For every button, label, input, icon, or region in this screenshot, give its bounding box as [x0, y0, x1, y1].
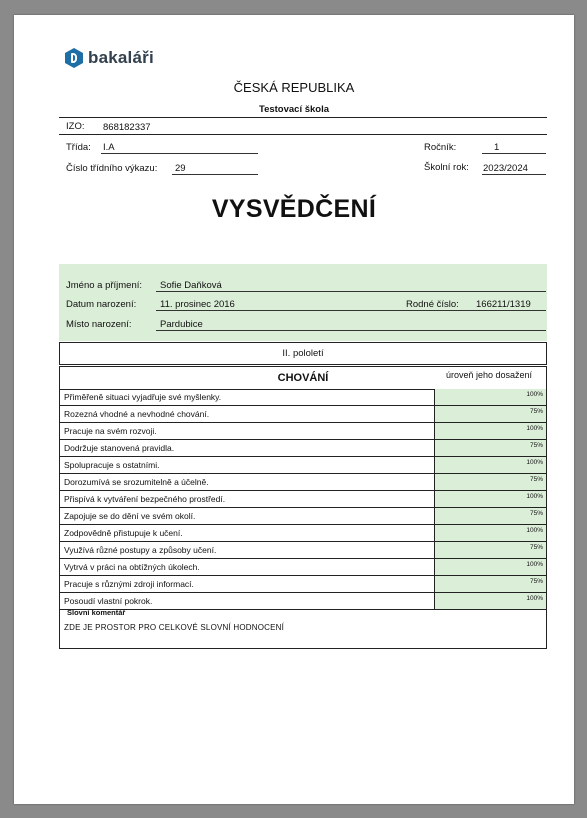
brand-name: bakaláři [88, 48, 154, 67]
izo-label: IZO: [66, 121, 85, 132]
year-value: 2023/2024 [483, 163, 528, 174]
behavior-item: Přiměřeně situaci vyjadřuje své myšlenky. [64, 392, 222, 402]
name-value: Sofie Daňková [160, 280, 222, 291]
behavior-item: Pracuje s různými zdroji informací. [64, 579, 194, 589]
behavior-level: 75% [434, 576, 546, 592]
behavior-level: 75% [434, 440, 546, 456]
register-underline [172, 174, 258, 175]
year-underline [482, 174, 546, 175]
grade-value: 1 [494, 142, 500, 153]
certificate-page [14, 15, 574, 804]
behavior-item: Pracuje na svém rozvoji. [64, 426, 157, 436]
divider [59, 117, 547, 118]
behavior-header [60, 367, 546, 390]
behavior-level: 75% [434, 542, 546, 558]
place-label: Místo narození: [66, 319, 132, 330]
birth-underline [156, 310, 546, 311]
table-row [60, 474, 546, 491]
behavior-level: 100% [434, 491, 546, 507]
table-row [60, 593, 546, 610]
behavior-table [59, 366, 547, 649]
table-row [60, 491, 546, 508]
behavior-level: 100% [434, 525, 546, 541]
table-row [60, 440, 546, 457]
register-label: Číslo třídního výkazu: [66, 163, 158, 174]
behavior-level: 100% [434, 593, 546, 609]
grade-label: Ročník: [424, 142, 457, 153]
student-info-panel [59, 264, 547, 341]
behavior-level: 100% [434, 457, 546, 473]
birth-label: Datum narození: [66, 299, 137, 310]
behavior-item: Dorozumívá se srozumitelně a účelně. [64, 477, 209, 487]
behavior-item: Spolupracuje s ostatními. [64, 460, 160, 470]
behavior-level: 100% [434, 389, 546, 405]
table-row [60, 525, 546, 542]
behavior-item: Posoudí vlastní pokrok. [64, 596, 153, 606]
table-row [60, 457, 546, 474]
behavior-item: Využívá různé postupy a způsoby učení. [64, 545, 217, 555]
table-row [60, 389, 546, 406]
behavior-item: Přispívá k vytváření bezpečného prostředí. [64, 494, 226, 504]
behavior-item: Vytrvá v práci na obtížných úkolech. [64, 562, 200, 572]
behavior-item: Rozezná vhodné a nevhodné chování. [64, 409, 210, 419]
place-underline [156, 330, 546, 331]
semester-box: II. pololetí [59, 342, 547, 365]
country-heading: ČESKÁ REPUBLIKA [233, 80, 355, 95]
behavior-item: Zodpovědně přistupuje k učení. [64, 528, 183, 538]
behavior-level: 100% [434, 559, 546, 575]
izo-value: 868182337 [103, 122, 151, 133]
table-row [60, 559, 546, 576]
school-name: Testovací škola [258, 104, 330, 115]
level-column-header: úroveň jeho dosažení [445, 370, 533, 380]
birth-value: 11. prosinec 2016 [160, 299, 235, 310]
year-label: Školní rok: [424, 162, 469, 173]
behavior-level: 75% [434, 508, 546, 524]
behavior-item: Zapojuje se do dění ve svém okolí. [64, 511, 196, 521]
place-value: Pardubice [160, 319, 203, 330]
brand-logo [65, 48, 154, 68]
behavior-level: 100% [434, 423, 546, 439]
register-value: 29 [175, 163, 186, 174]
class-value: I.A [103, 142, 115, 153]
id-label: Rodné číslo: [406, 299, 459, 310]
behavior-title: CHOVÁNÍ [277, 372, 329, 384]
class-label: Třída: [66, 142, 91, 153]
table-row [60, 576, 546, 593]
grade-underline [482, 153, 546, 154]
class-underline [101, 153, 258, 154]
behavior-item: Dodržuje stanovená pravidla. [64, 443, 175, 453]
bakalari-logo-icon [65, 48, 83, 68]
id-value: 166211/1319 [476, 299, 531, 310]
divider [59, 134, 547, 135]
behavior-level: 75% [434, 474, 546, 490]
name-label: Jméno a příjmení: [66, 280, 143, 291]
comment-label: Slovní komentář [67, 608, 126, 617]
table-row [60, 542, 546, 559]
behavior-level: 75% [434, 406, 546, 422]
table-row [60, 423, 546, 440]
name-underline [156, 291, 546, 292]
document-title: VYSVĚDČENÍ [211, 195, 377, 223]
table-row [60, 508, 546, 525]
table-row [60, 406, 546, 423]
comment-text: ZDE JE PROSTOR PRO CELKOVÉ SLOVNÍ HODNOCENÍ [64, 623, 285, 632]
